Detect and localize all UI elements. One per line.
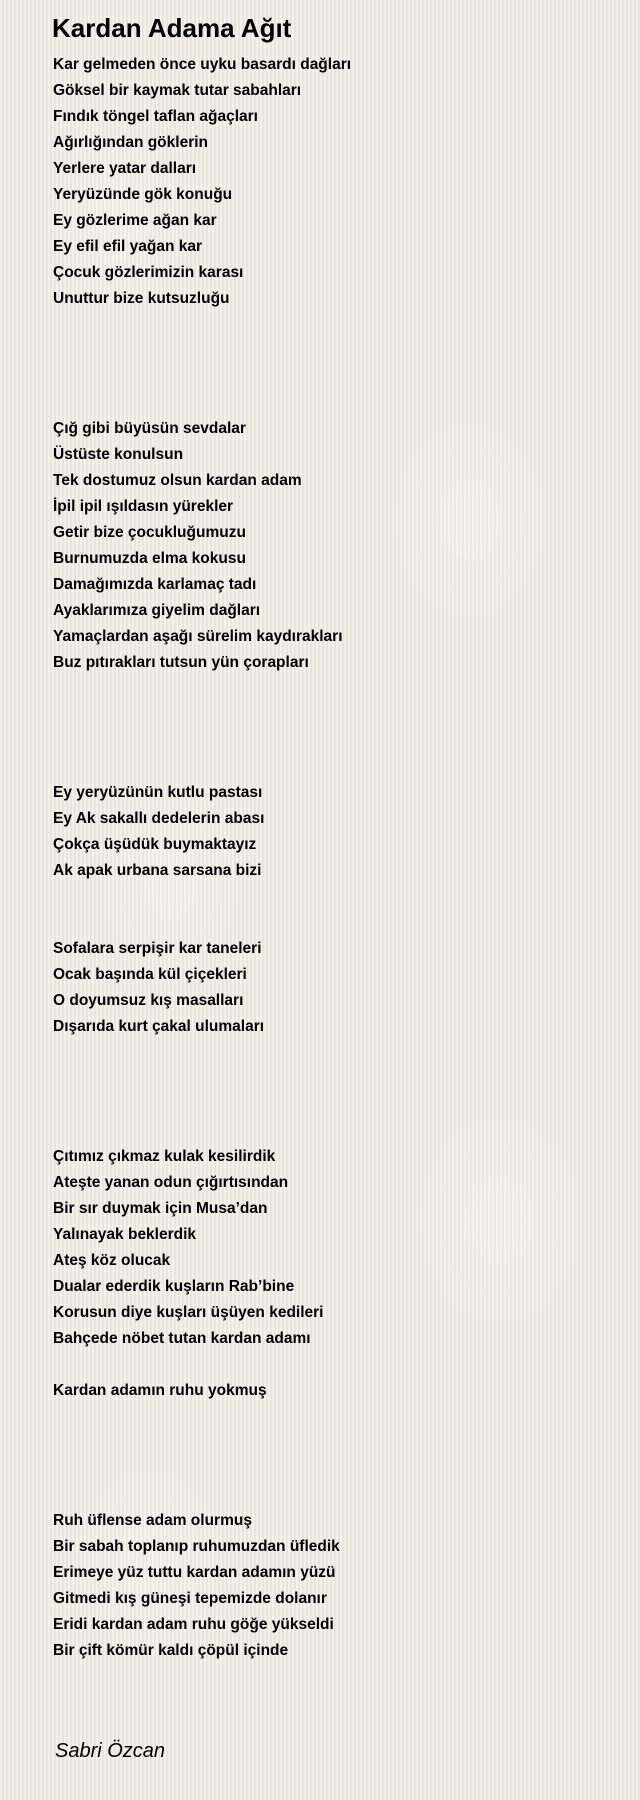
poem-line: İpil ipil ışıldasın yürekler — [53, 498, 234, 515]
stanza-gap — [53, 312, 613, 338]
poem-line: Ateşte yanan odun çığırtısından — [53, 1174, 289, 1191]
poem-line: Sofalara serpişir kar taneleri — [53, 940, 262, 957]
poem-line: Eridi kardan adam ruhu göğe yükseldi — [53, 1616, 334, 1633]
poem-line: Ey efil efil yağan kar — [53, 238, 203, 255]
poem-line: Yeryüzünde gök konuğu — [53, 186, 233, 203]
poem-line: Çokça üşüdük buymaktayız — [53, 836, 257, 853]
poem-line: O doyumsuz kış masalları — [53, 992, 244, 1009]
stanza-gap — [53, 1430, 613, 1456]
poem-line: Göksel bir kaymak tutar sabahları — [53, 82, 302, 99]
stanza-gap — [53, 1092, 613, 1118]
stanza-gap — [53, 338, 613, 364]
poem-line: Ey yeryüzünün kutlu pastası — [53, 784, 263, 801]
poem-line: Ey Ak sakallı dedelerin abası — [53, 810, 265, 827]
stanza-gap — [53, 910, 613, 936]
poem-line: Dışarıda kurt çakal ulumaları — [53, 1018, 265, 1035]
poem-body — [53, 52, 613, 1664]
stanza-gap — [53, 1352, 613, 1378]
poem-line: Tek dostumuz olsun kardan adam — [53, 472, 302, 489]
poem-line: Yerlere yatar dalları — [53, 160, 197, 177]
poem-line: Kar gelmeden önce uyku basardı dağları — [53, 56, 352, 73]
poem-line: Ayaklarımıza giyelim dağları — [53, 602, 261, 619]
poem-line: Bir sabah toplanıp ruhumuzdan üfledik — [53, 1538, 340, 1555]
poem-line: Korusun diye kuşları üşüyen kedileri — [53, 1304, 324, 1321]
stanza-gap — [53, 728, 613, 754]
poem-line: Üstüste konulsun — [53, 446, 184, 463]
stanza-gap — [53, 1066, 613, 1092]
poem-line: Ak apak urbana sarsana bizi — [53, 862, 262, 879]
poem-line: Getir bize çocukluğumuzu — [53, 524, 246, 541]
poem-line: Bir çift kömür kaldı çöpül içinde — [53, 1642, 289, 1659]
poem-line: Dualar ederdik kuşların Rab’bine — [53, 1278, 295, 1295]
stanza-gap — [53, 676, 613, 702]
stanza-gap — [53, 390, 613, 416]
stanza-gap — [53, 364, 613, 390]
poem-line: Damağımızda karlamaç tadı — [53, 576, 257, 593]
poem-title: Kardan Adama Ağıt — [52, 13, 292, 43]
poem-line: Ağırlığından göklerin — [53, 134, 209, 151]
poem-line: Erimeye yüz tuttu kardan adamın yüzü — [53, 1564, 336, 1581]
poem-line: Çocuk gözlerimizin karası — [53, 264, 244, 281]
poem-line: Ey gözlerime ağan kar — [53, 212, 217, 229]
stanza-gap — [53, 1118, 613, 1144]
poem-line: Ruh üflense adam olurmuş — [53, 1512, 252, 1529]
poem-line: Ateş köz olucak — [53, 1252, 171, 1269]
stanza-gap — [53, 1482, 613, 1508]
poem-line: Yalınayak beklerdik — [53, 1226, 197, 1243]
poem-line: Çıtımız çıkmaz kulak kesilirdik — [53, 1148, 276, 1165]
poem-line: Kardan adamın ruhu yokmuş — [53, 1382, 267, 1399]
poem-line: Bahçede nöbet tutan kardan adamı — [53, 1330, 311, 1347]
poem-author: Sabri Özcan — [55, 1740, 166, 1762]
stanza-gap — [53, 702, 613, 728]
poem-line: Burnumuzda elma kokusu — [53, 550, 246, 567]
stanza-gap — [53, 1040, 613, 1066]
stanza-gap — [53, 754, 613, 780]
stanza-gap — [53, 1456, 613, 1482]
poem-line: Unuttur bize kutsuzluğu — [53, 290, 230, 307]
poem-line: Fındık töngel taflan ağaçları — [53, 108, 258, 125]
poem-line: Çığ gibi büyüsün sevdalar — [53, 420, 246, 437]
poem-line: Yamaçlardan aşağı sürelim kaydırakları — [53, 628, 343, 645]
poem-line: Gitmedi kış güneşi tepemizde dolanır — [53, 1590, 327, 1607]
stanza-gap — [53, 884, 613, 910]
stanza-gap — [53, 1404, 613, 1430]
poem-line: Buz pıtırakları tutsun yün çorapları — [53, 654, 309, 671]
poem-line: Ocak başında kül çiçekleri — [53, 966, 247, 983]
poem-line: Bir sır duymak için Musa’dan — [53, 1200, 268, 1217]
